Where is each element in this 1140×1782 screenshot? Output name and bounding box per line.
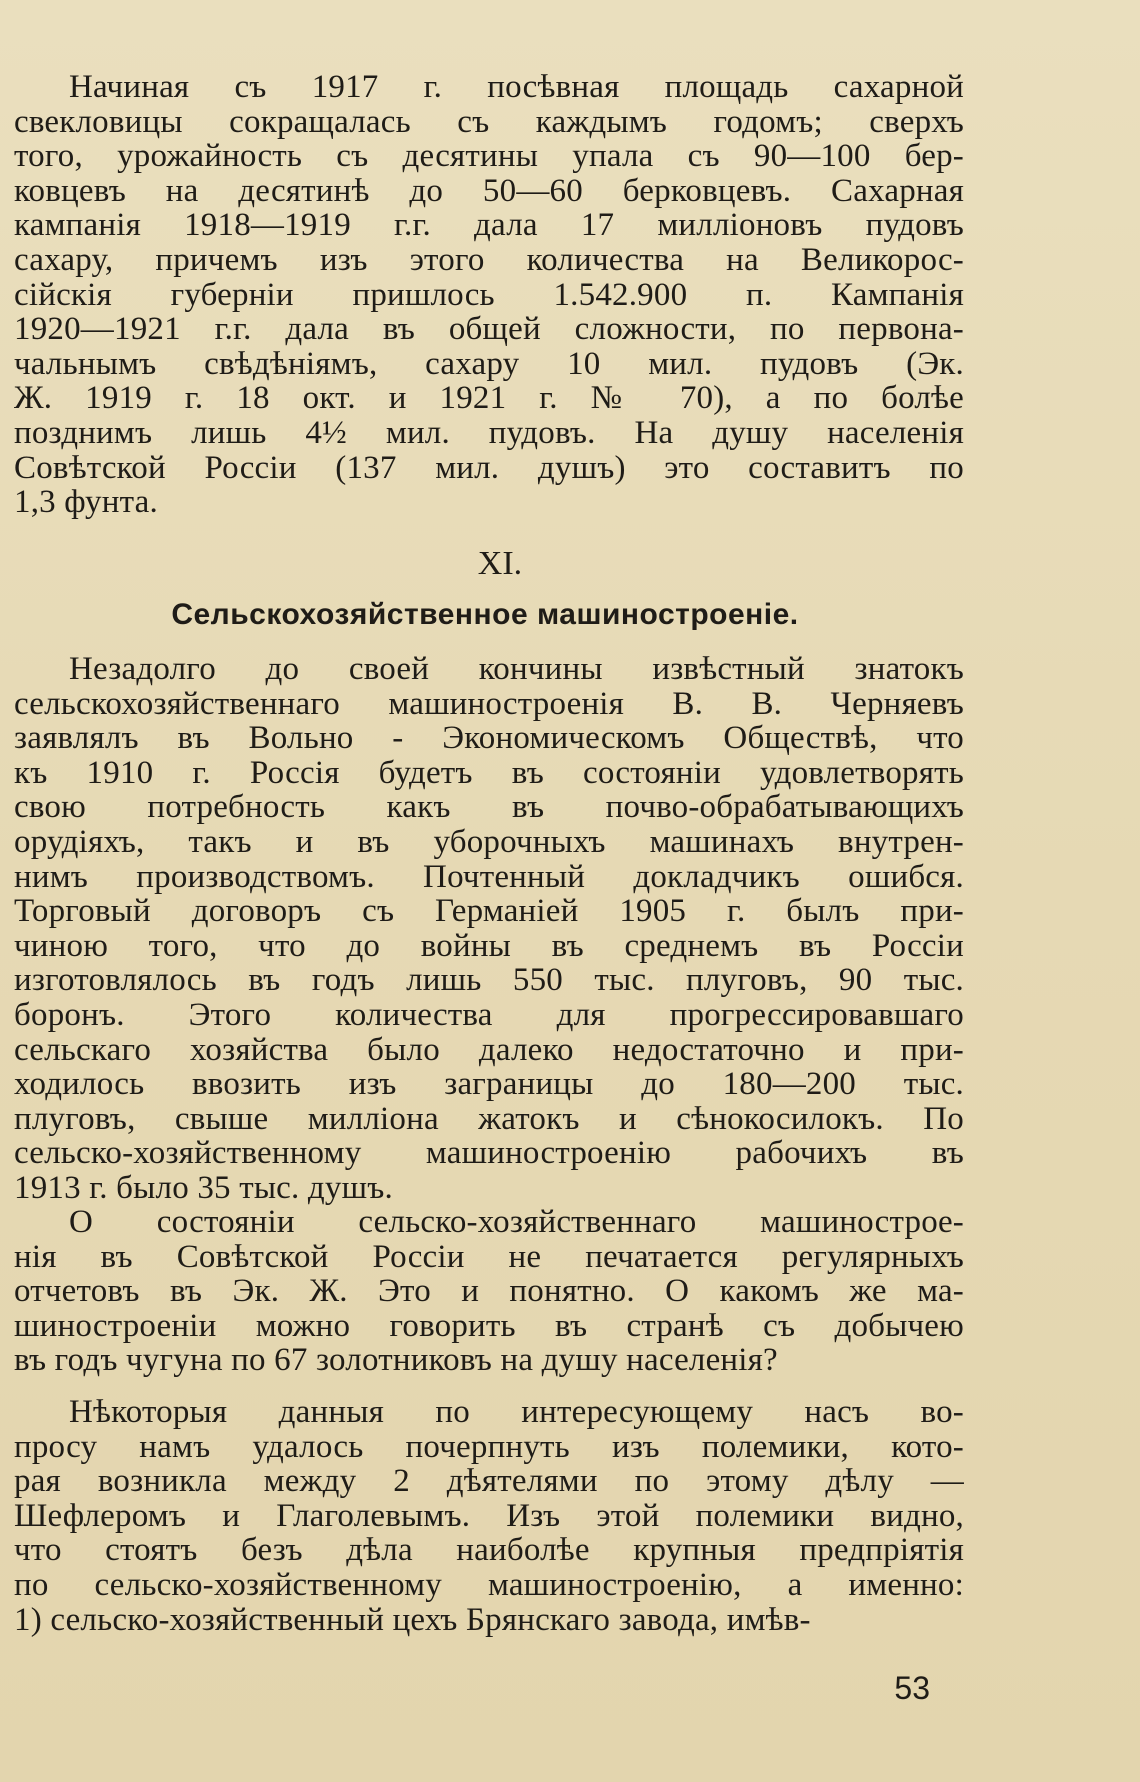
paragraph-soviet-state xyxy=(14,1205,964,1378)
paragraph-2 xyxy=(14,652,964,1206)
section-title: Сельскохозяйственное машиностроеніе. xyxy=(171,598,799,631)
page-number: 53 xyxy=(894,1670,930,1706)
text-line: изготовлялось въ годъ лишь 550 тыс. плуговъ, 90 тыс. xyxy=(14,962,964,999)
text-line: 1,3 фунта. xyxy=(14,484,158,521)
text-line: орудіяхъ, такъ и въ уборочныхъ машинахъ внутрен- xyxy=(14,823,964,860)
text-line: свою потребность какъ въ почво-обрабатывающихъ xyxy=(14,789,964,826)
text-line: просу намъ удалось почерпнуть изъ полемики, кото- xyxy=(14,1428,964,1465)
paragraph-machine-building xyxy=(14,652,964,1206)
text-line: Ж. 1919 г. 18 окт. и 1921 г. № 70), а по болѣе xyxy=(14,380,964,417)
paragraph-1 xyxy=(14,70,964,520)
section-number: XI. xyxy=(477,545,523,582)
paragraph-3 xyxy=(14,1205,964,1378)
text-line: сахару, причемъ изъ этого количества на Великорос- xyxy=(14,241,964,278)
text-line: сійскія губерніи пришлось 1.542.900 п. Кампанія xyxy=(14,276,964,313)
paragraph-sugar-beet xyxy=(14,70,964,520)
text-line: чиною того, что до войны въ среднемъ въ Россіи xyxy=(14,927,964,964)
text-line: шиностроеніи можно говорить въ странѣ съ добычею xyxy=(14,1307,964,1344)
text-line: Совѣтской Россіи (137 мил. душъ) это составитъ по xyxy=(14,449,964,486)
text-line: плуговъ, свыше милліона жатокъ и сѣнокосилокъ. По xyxy=(14,1100,964,1137)
paragraph-4 xyxy=(14,1395,964,1637)
text-line: Шефлеромъ и Глаголевымъ. Изъ этой полемики видно, xyxy=(14,1497,964,1534)
text-line: О состояніи сельско-хозяйственнаго машиностроe- xyxy=(69,1204,964,1240)
text-line: 1) сельско-хозяйственный цехъ Брянскаго завода, имѣв- xyxy=(14,1601,811,1638)
text-line: позднимъ лишь 4½ мил. пудовъ. На душу населенія xyxy=(14,414,964,451)
text-line: отчетовъ въ Эк. Ж. Это и понятно. О какомъ же ма- xyxy=(14,1273,964,1310)
text-line: по сельско-хозяйственному машиностроенію, а именно: xyxy=(14,1566,964,1603)
text-line: нія въ Совѣтской Россіи не печатается регулярныхъ xyxy=(14,1238,964,1275)
text-line: что стоятъ безъ дѣла наиболѣе крупныя предпріятія xyxy=(14,1532,964,1569)
text-line: 1913 г. было 35 тыс. душъ. xyxy=(14,1169,393,1206)
text-line: чальнымъ свѣдѣніямъ, сахару 10 мил. пудовъ (Эк. xyxy=(14,345,964,382)
text-line: рая возникла между 2 дѣятелями по этому дѣлу — xyxy=(14,1463,964,1500)
text-line: нимъ производствомъ. Почтенный докладчикъ ошибся. xyxy=(14,858,964,895)
text-line: боронъ. Этого количества для прогрессировавшаго xyxy=(14,996,964,1033)
text-line: того, урожайность съ десятины упала съ 90—100 бер- xyxy=(14,138,964,175)
text-line: кампанія 1918—1919 г.г. дала 17 милліоновъ пудовъ xyxy=(14,207,964,244)
text-line: въ годъ чугуна по 67 золотниковъ на душу населенія? xyxy=(14,1342,778,1379)
text-line: ходилось ввозить изъ заграницы до 180—200 тыс. xyxy=(14,1066,964,1103)
text-line: Нѣкоторыя данныя по интересующему насъ во- xyxy=(69,1394,964,1430)
text-line: Начиная съ 1917 г. посѣвная площадь сахарной xyxy=(69,69,964,105)
text-line: заявлялъ въ Вольно - Экономическомъ Обществѣ, что xyxy=(14,720,964,757)
paragraph-polemic xyxy=(14,1395,964,1637)
text-line: Незадолго до своей кончины извѣстный знатокъ xyxy=(69,651,964,687)
text-line: ковцевъ на десятинѣ до 50—60 берковцевъ. Сахарная xyxy=(14,172,964,209)
text-line: свекловицы сокращалась съ каждымъ годомъ; сверхъ xyxy=(14,103,964,140)
text-line: къ 1910 г. Россія будетъ въ состояніи удовлетворять xyxy=(14,754,964,791)
text-line: Торговый договоръ съ Германіей 1905 г. былъ при- xyxy=(14,893,964,930)
text-line: 1920—1921 г.г. дала въ общей сложности, по первона- xyxy=(14,311,964,348)
text-line: сельскаго хозяйства было далеко недостаточно и при- xyxy=(14,1031,964,1068)
text-line: сельскохозяйственнаго машиностроенія В. В. Черняевъ xyxy=(14,685,964,722)
text-line: сельско-хозяйственному машиностроенію рабочихъ въ xyxy=(14,1135,964,1172)
